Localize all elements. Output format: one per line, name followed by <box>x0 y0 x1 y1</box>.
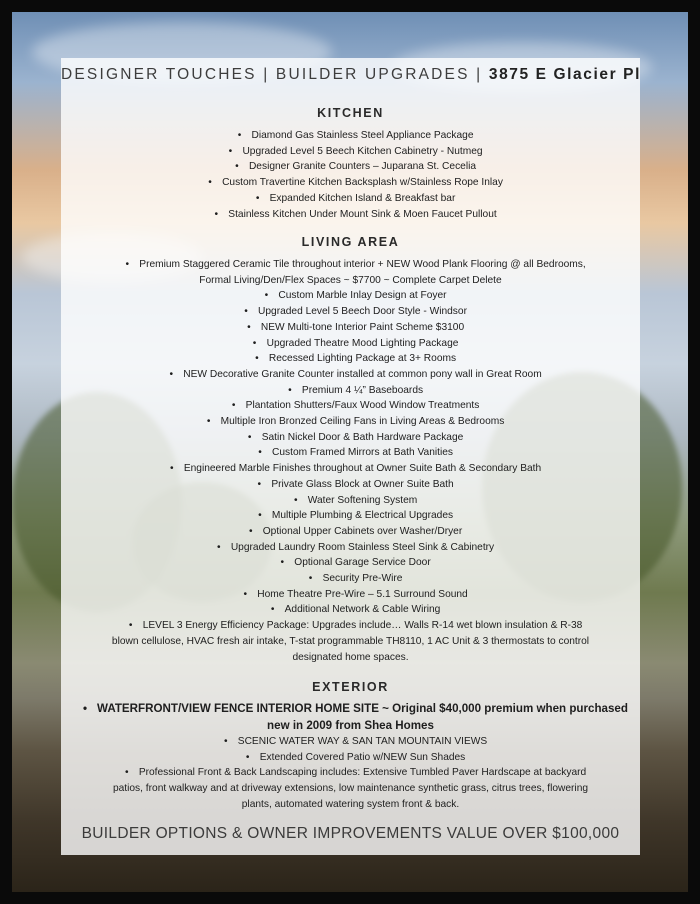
list-item <box>61 336 640 352</box>
bullet-icon: • <box>214 208 219 220</box>
bullet-icon: • <box>308 573 313 585</box>
list-item <box>61 750 640 766</box>
list-item-text: Premium 4 ¼” Baseboards <box>301 384 424 396</box>
list-item <box>61 144 640 160</box>
list-item <box>61 288 640 304</box>
living-area-title: LIVING AREA <box>301 235 400 249</box>
list-item-text: Additional Network & Cable Wiring <box>284 604 441 616</box>
list-item <box>61 700 640 734</box>
bullet-icon: • <box>243 588 248 600</box>
bullet-icon: • <box>125 259 130 270</box>
list-item <box>61 414 640 430</box>
list-item-text: Private Glass Block at Owner Suite Bath <box>271 478 454 490</box>
list-item <box>61 445 640 461</box>
list-item <box>61 734 640 750</box>
list-item-text: NEW Multi-tone Interior Paint Scheme $3100 <box>260 321 465 333</box>
list-item <box>61 383 640 399</box>
bullet-icon: • <box>252 337 257 349</box>
bullet-icon: • <box>258 510 262 522</box>
list-item-text: Designer Granite Counters – Juparana St. Cecelia <box>248 161 477 173</box>
list-item <box>61 477 640 493</box>
bullet-icon: • <box>244 306 248 318</box>
list-item <box>61 461 640 477</box>
bullet-icon: • <box>128 620 133 632</box>
living-area-list <box>61 257 640 665</box>
list-item-text: Expanded Kitchen Island & Breakfast bar <box>269 192 456 204</box>
list-item-text: Upgraded Level 5 Beech Door Style - Windsor <box>258 306 467 318</box>
bullet-icon: • <box>264 290 269 302</box>
list-item-text: Diamond Gas Stainless Steel Appliance Package <box>251 130 474 141</box>
list-item-text: Optional Garage Service Door <box>294 557 431 569</box>
exterior-list <box>61 700 640 813</box>
list-item <box>61 765 640 812</box>
list-item-text: Custom Marble Inlay Design at Foyer <box>278 290 447 302</box>
list-item <box>61 320 640 336</box>
kitchen-title: KITCHEN <box>317 106 384 120</box>
footer-value: $100,000 <box>552 825 620 842</box>
list-item <box>61 602 640 618</box>
list-item <box>61 524 640 540</box>
list-item <box>61 207 640 223</box>
list-item-text: Upgraded Laundry Room Stainless Steel Sink & Cabinetry <box>230 541 495 553</box>
bullet-icon: • <box>255 353 259 365</box>
list-item <box>61 493 640 509</box>
list-item-text: Satin Nickel Door & Bath Hardware Package <box>261 431 464 443</box>
list-item-text: Security Pre-Wire <box>322 573 403 585</box>
bullet-icon: • <box>288 384 292 396</box>
bullet-icon: • <box>170 463 174 475</box>
list-item-text: Engineered Marble Finishes throughout at Owner Suite Bath & Secondary Bath <box>183 463 542 475</box>
list-item-text: Multiple Plumbing & Electrical Upgrades <box>271 510 454 522</box>
list-item <box>61 571 640 587</box>
bullet-icon: • <box>228 145 233 157</box>
list-item <box>61 398 640 414</box>
bullet-icon: • <box>206 416 211 428</box>
list-item-text: SCENIC WATER WAY & SAN TAN MOUNTAIN VIEWS <box>237 736 488 747</box>
list-item <box>61 257 640 288</box>
list-item-text: Extended Covered Patio w/NEW Sun Shades <box>259 751 466 763</box>
list-item-text: NEW Decorative Granite Counter installed at common pony wall in Great Room <box>183 368 542 380</box>
list-item <box>61 555 640 571</box>
bullet-icon: • <box>247 321 251 333</box>
list-item-text: WATERFRONT/VIEW FENCE INTERIOR HOME SITE ~ Original $40,000 premium when purchased new in 2009 from Shea Homes <box>97 702 628 732</box>
list-item <box>61 618 640 665</box>
bullet-icon: • <box>257 478 262 490</box>
list-item-text: Upgraded Theatre Mood Lighting Package <box>266 337 459 349</box>
list-item <box>61 367 640 383</box>
bullet-icon: • <box>223 736 228 747</box>
list-item <box>61 304 640 320</box>
page-footer <box>61 825 640 843</box>
list-item-text: Plantation Shutters/Faux Wood Window Treatments <box>245 400 480 412</box>
list-item-text: Premium Staggered Ceramic Tile throughout interior + NEW Wood Plank Flooring @ all Bedrooms, Formal Living/Den/Flex Spaces ~ $7700 ~ Complete Carpet Delete <box>139 259 586 286</box>
bullet-icon: • <box>270 604 275 616</box>
bullet-icon: • <box>125 767 129 779</box>
bullet-icon: • <box>235 161 239 173</box>
list-item-text: Stainless Kitchen Under Mount Sink & Moen Faucet Pullout <box>228 208 497 220</box>
bullet-icon: • <box>169 368 174 380</box>
list-item <box>61 351 640 367</box>
list-item-text: Custom Travertine Kitchen Backsplash w/Stainless Rope Inlay <box>222 177 503 189</box>
bullet-icon: • <box>293 494 298 506</box>
bullet-icon: • <box>258 447 262 459</box>
bullet-icon: • <box>217 541 221 553</box>
bullet-icon: • <box>255 192 260 204</box>
exterior-title: EXTERIOR <box>312 680 389 694</box>
list-item <box>61 587 640 603</box>
bullet-icon: • <box>83 702 88 715</box>
header-title: DESIGNER TOUCHES | BUILDER UPGRADES | <box>61 66 483 83</box>
list-item <box>61 128 640 144</box>
footer-text: BUILDER OPTIONS & OWNER IMPROVEMENTS VALUE OVER <box>81 825 548 842</box>
list-item-text: Custom Framed Mirrors at Bath Vanities <box>272 447 453 459</box>
bullet-icon: • <box>247 431 252 443</box>
bullet-icon: • <box>248 525 253 537</box>
bullet-icon: • <box>208 177 212 189</box>
bullet-icon: • <box>231 400 236 412</box>
list-item <box>61 430 640 446</box>
kitchen-list <box>61 128 640 222</box>
list-item <box>61 508 640 524</box>
bullet-icon: • <box>245 751 250 763</box>
list-item <box>61 159 640 175</box>
bullet-icon: • <box>280 557 285 569</box>
list-item-text: Water Softening System <box>307 494 418 506</box>
list-item-text: Optional Upper Cabinets over Washer/Dryer <box>262 525 463 537</box>
property-address: 3875 E Glacier Pl <box>488 66 642 83</box>
list-item-text: LEVEL 3 Energy Efficiency Package: Upgrades include… Walls R-14 wet blown insulation & R-38 blown cellulose, HVAC fresh air intake, T-stat programmable TH8110, 1 AC Unit & 3 thermostats to control designated home spaces. <box>111 620 590 663</box>
list-item <box>61 540 640 556</box>
list-item <box>61 175 640 191</box>
bullet-icon: • <box>237 130 242 141</box>
list-item-text: Home Theatre Pre-Wire – 5.1 Surround Sound <box>257 588 468 600</box>
page-header <box>61 66 640 84</box>
list-item-text: Upgraded Level 5 Beech Kitchen Cabinetry - Nutmeg <box>242 145 483 157</box>
list-item-text: Recessed Lighting Package at 3+ Rooms <box>268 353 457 365</box>
list-item-text: Multiple Iron Bronzed Ceiling Fans in Living Areas & Bedrooms <box>220 416 505 428</box>
list-item <box>61 191 640 207</box>
list-item-text: Professional Front & Back Landscaping includes: Extensive Tumbled Paver Hardscape at backyard patios, front walkway and at driveway extensions, low maintenance synthetic grass, citrus trees, flowering plants, automated watering system front & back. <box>112 767 589 810</box>
